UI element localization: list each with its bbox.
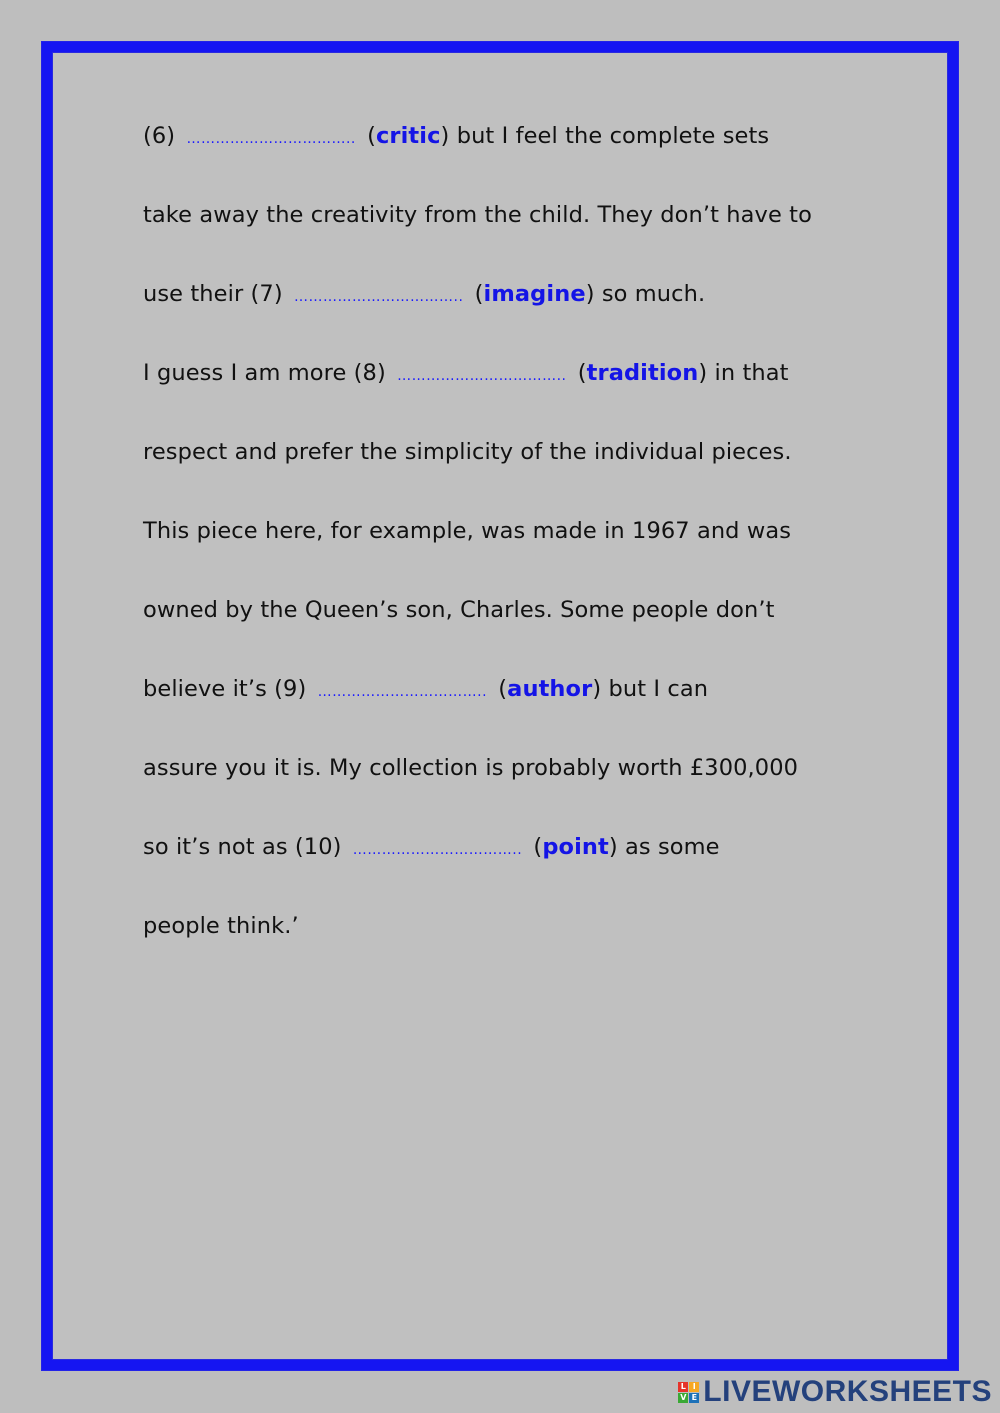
- worksheet-line: [143, 428, 843, 507]
- worksheet-line: [143, 191, 843, 270]
- liveworksheets-brand[interactable]: [678, 1375, 992, 1409]
- root-word-point: point: [542, 834, 609, 860]
- answer-gap-7[interactable]: ……………………………..: [294, 289, 464, 305]
- worksheet-line: (6) …………………………….. (critic) but I feel the complete sets: [143, 123, 770, 149]
- worksheet-line: believe it’s (9) …………………………….. (author) but I can: [143, 676, 709, 702]
- line-text: but I feel the complete sets: [456, 123, 770, 149]
- line-text: assure you it is. My collection is probably worth £300,000: [143, 755, 799, 781]
- line-text: This piece here, for example, was made in 1967 and was: [143, 518, 792, 544]
- worksheet-line: use their (7) …………………………….. (imagine) so much.: [143, 281, 706, 307]
- line-text: I guess I am more (8): [143, 360, 386, 386]
- worksheet-text: [143, 112, 843, 981]
- liveworksheets-logo-icon: L I V E: [678, 1382, 699, 1403]
- line-text: take away the creativity from the child. They don’t have to: [143, 202, 812, 228]
- root-word-tradition: tradition: [586, 360, 699, 386]
- line-text: respect and prefer the simplicity of the individual pieces.: [143, 439, 792, 465]
- answer-gap-6[interactable]: ……………………………..: [186, 131, 356, 147]
- answer-gap-8[interactable]: ……………………………..: [397, 368, 567, 384]
- root-word-imagine: imagine: [483, 281, 586, 307]
- worksheet-line: [143, 744, 843, 823]
- line-text: in that: [714, 360, 789, 386]
- worksheet-line: [143, 902, 843, 981]
- worksheet-line: [143, 507, 843, 586]
- worksheet-line: I guess I am more (8) …………………………….. (tradition) in that: [143, 360, 789, 386]
- line-text: but I can: [608, 676, 709, 702]
- line-text: as some: [625, 834, 720, 860]
- line-text: (6): [143, 123, 176, 149]
- line-text: so it’s not as (10): [143, 834, 342, 860]
- worksheet-line: [143, 586, 843, 665]
- line-text: people think.’: [143, 913, 299, 939]
- line-text: so much.: [601, 281, 706, 307]
- answer-gap-10[interactable]: ……………………………..: [352, 842, 523, 858]
- answer-gap-9[interactable]: ……………………………..: [317, 684, 488, 700]
- root-word-author: author: [507, 676, 593, 702]
- root-word-critic: critic: [375, 123, 441, 149]
- line-text: owned by the Queen’s son, Charles. Some people don’t: [143, 597, 775, 623]
- worksheet-line: so it’s not as (10) …………………………….. (point) as some: [143, 834, 720, 860]
- brand-name: LIVEWORKSHEETS: [703, 1375, 992, 1408]
- line-text: believe it’s (9): [143, 676, 307, 702]
- line-text: use their (7): [143, 281, 283, 307]
